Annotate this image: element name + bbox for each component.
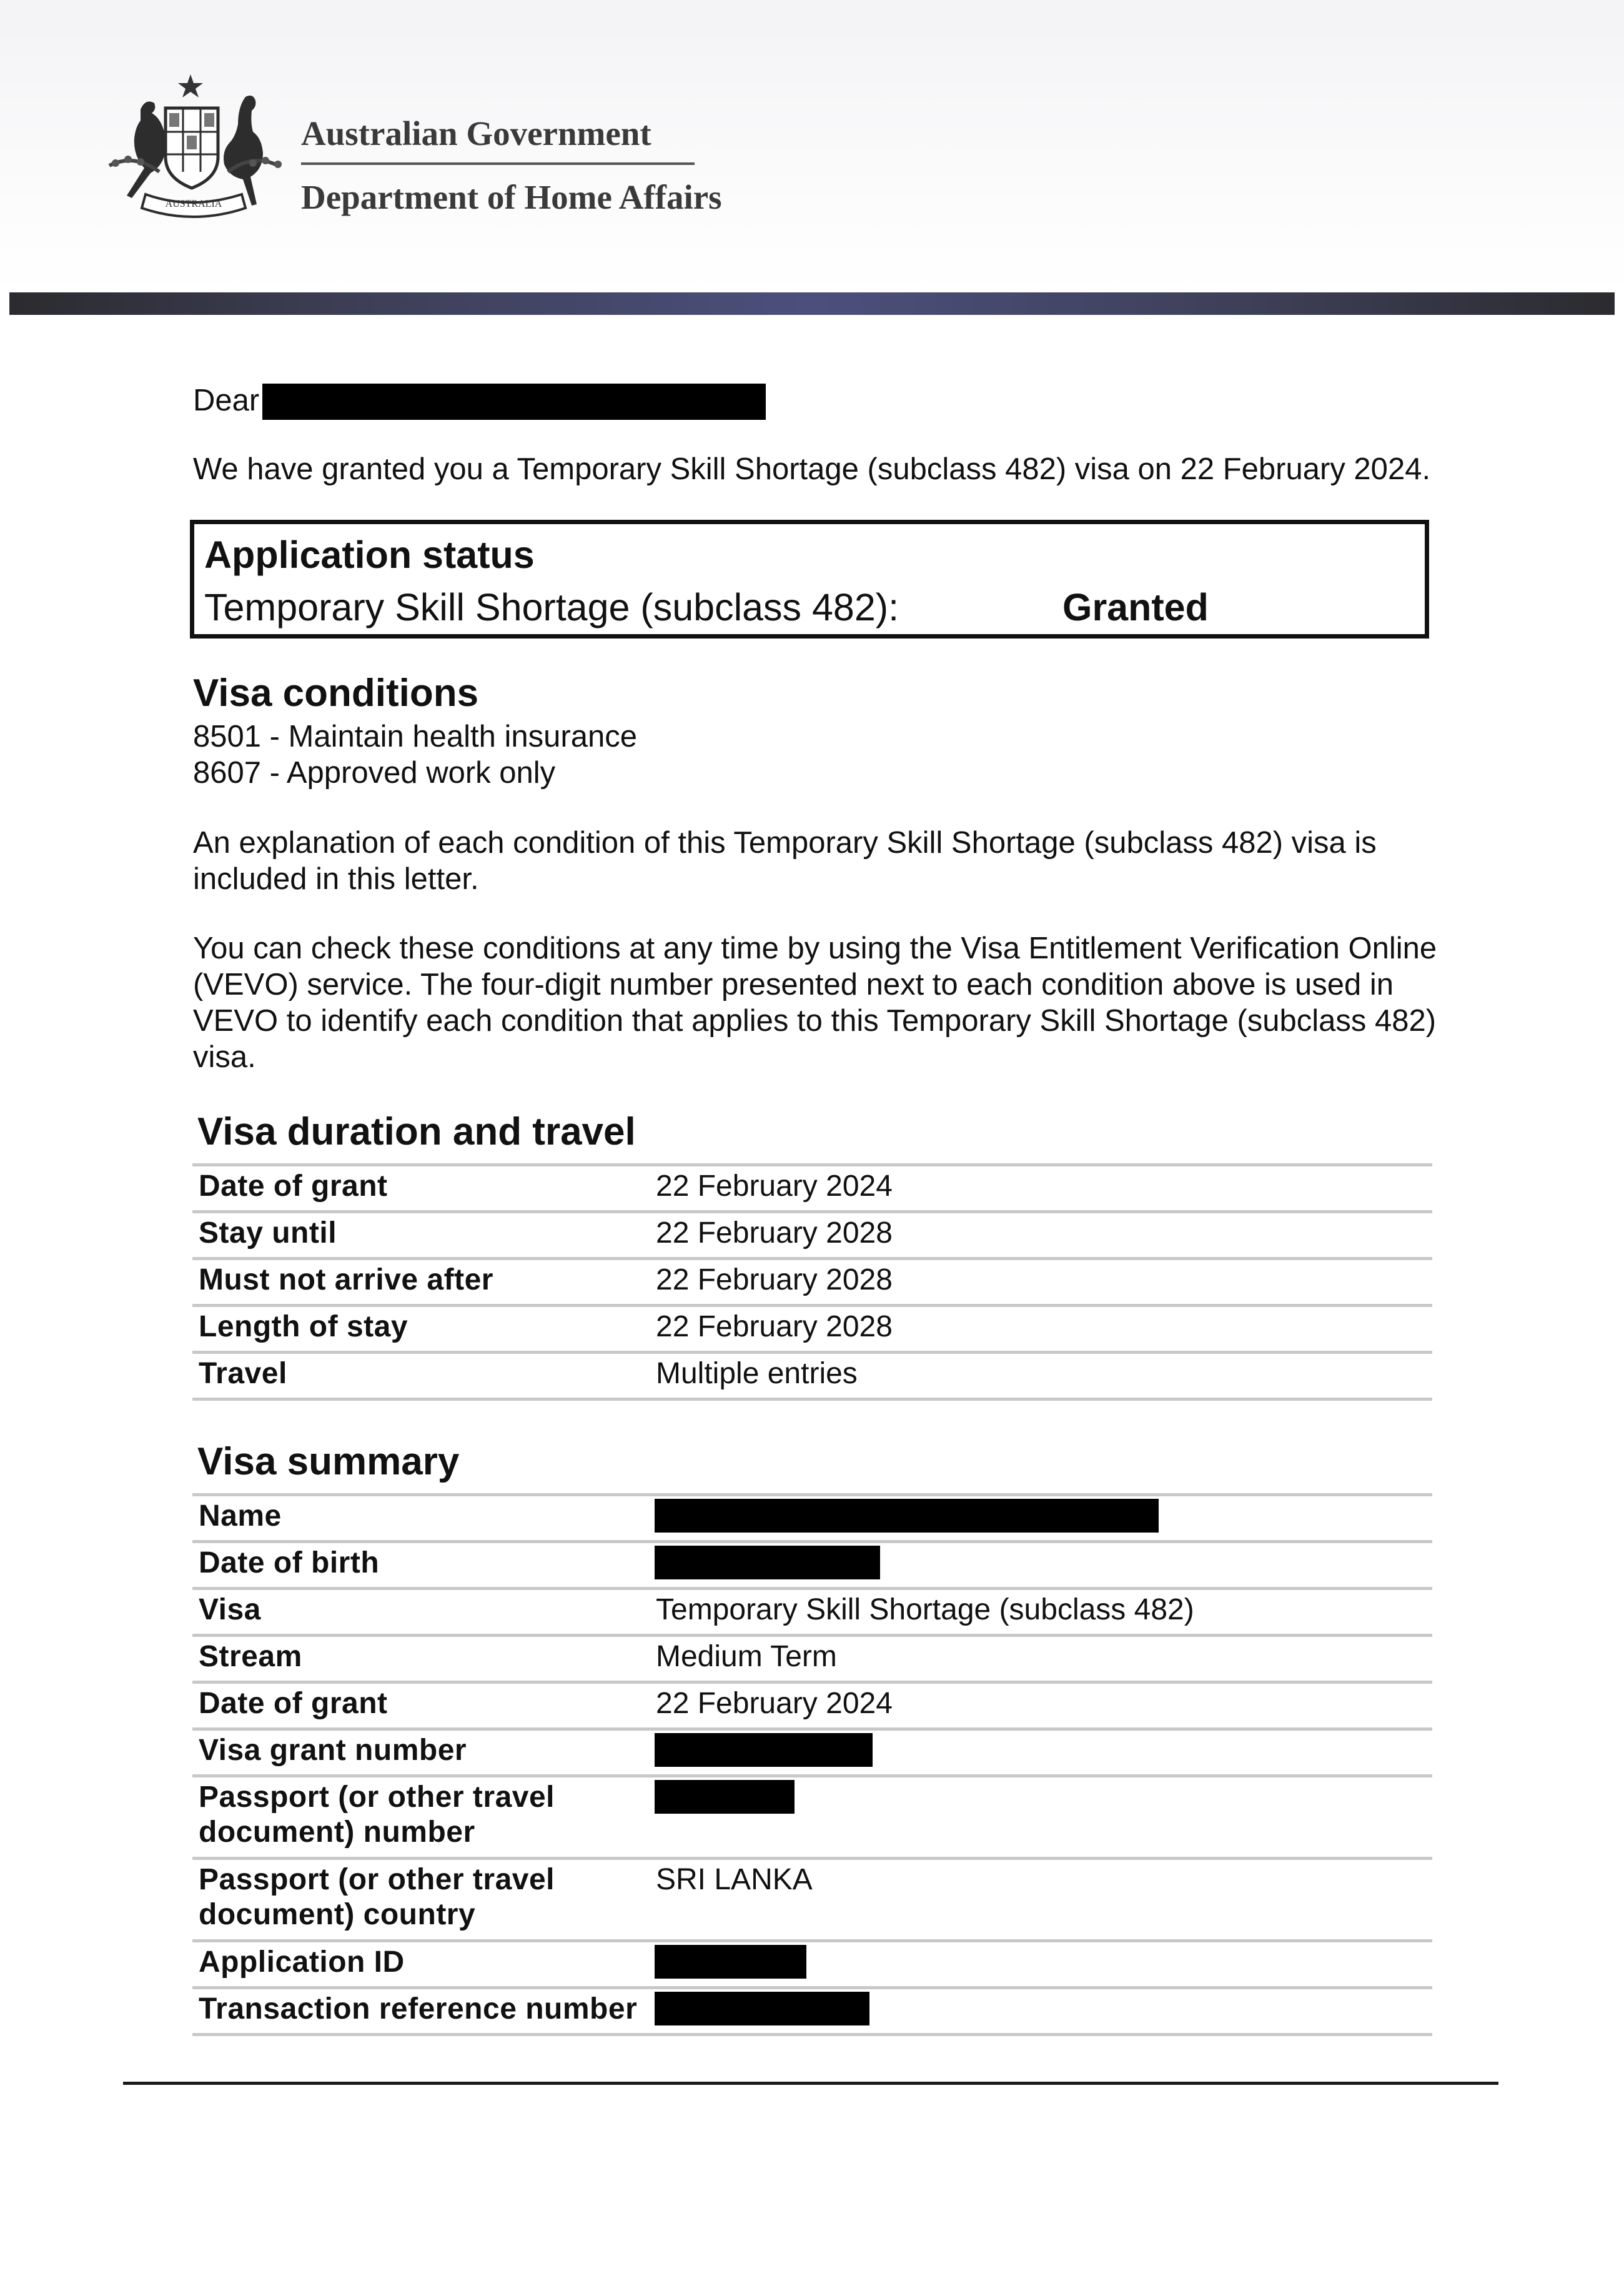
date-of-birth-redaction: [655, 1546, 880, 1579]
passport-number-redaction: [655, 1780, 795, 1814]
name-redaction: [655, 1499, 1159, 1533]
application-visa-label: Temporary Skill Shortage (subclass 482):: [204, 586, 899, 629]
table-row: [192, 1354, 1432, 1401]
row-label: Passport (or other travel document) number: [199, 1781, 555, 1849]
row-value: Temporary Skill Shortage (subclass 482): [656, 1593, 1194, 1626]
row-label: Application ID: [199, 1946, 405, 1979]
row-value: Medium Term: [656, 1640, 837, 1673]
table-row: [192, 1942, 1432, 1989]
condition-item: 8607 - Approved work only: [193, 756, 556, 790]
row-label: Date of birth: [199, 1546, 380, 1579]
grant-intro: We have granted you a Temporary Skill Shortage (subclass 482) visa on 22 February 2024.: [193, 452, 1431, 486]
visa-conditions-heading: Visa conditions: [193, 672, 479, 715]
row-value: 22 February 2028: [656, 1310, 893, 1343]
vevo-note: You can check these conditions at any time by using the Visa Entitlement Verification Online (VEVO) service. The four-digit number presented next to each condition above is used in VEVO to identify each condition that applies to this Temporary Skill Shortage (subclass 482) visa.: [193, 932, 1437, 1074]
visa-summary-heading: Visa summary: [197, 1440, 460, 1483]
row-label: Date of grant: [199, 1170, 388, 1203]
table-row: [192, 1166, 1432, 1213]
coat-of-arms-icon: [97, 72, 290, 222]
table-row: [192, 1543, 1432, 1590]
row-label: Must not arrive after: [199, 1263, 493, 1296]
row-label: Passport (or other travel document) country: [199, 1863, 555, 1931]
visa-summary-table: [192, 1493, 1432, 2036]
row-value: 22 February 2028: [656, 1216, 893, 1250]
row-label: Stream: [199, 1640, 302, 1673]
table-row: [192, 1213, 1432, 1260]
row-label: Travel: [199, 1357, 287, 1390]
application-status-box: [190, 520, 1429, 639]
department-name: Department of Home Affairs: [301, 178, 722, 216]
table-row: [192, 1777, 1432, 1860]
row-value: Multiple entries: [656, 1357, 858, 1390]
row-value: 22 February 2024: [656, 1687, 893, 1720]
letterhead-divider: [301, 162, 695, 165]
table-row: [192, 1590, 1432, 1637]
visa-duration-heading: Visa duration and travel: [197, 1110, 636, 1153]
transaction-reference-redaction: [655, 1992, 869, 2025]
table-row: [192, 1637, 1432, 1684]
visa-grant-number-redaction: [655, 1733, 873, 1767]
table-row: [192, 1260, 1432, 1307]
row-label: Visa: [199, 1593, 261, 1626]
conditions-explanation: An explanation of each condition of this Temporary Skill Shortage (subclass 482) visa is included in this letter.: [193, 826, 1377, 896]
row-label: Stay until: [199, 1216, 337, 1250]
salutation: Dear: [193, 384, 260, 417]
row-label: Transaction reference number: [199, 1992, 638, 2025]
application-status-title: Application status: [204, 534, 535, 576]
application-id-redaction: [655, 1945, 806, 1979]
table-row: [192, 1496, 1432, 1543]
table-row: [192, 1860, 1432, 1942]
svg-text:AUSTRALIA: AUSTRALIA: [165, 199, 222, 209]
footer-rule: [123, 2082, 1498, 2085]
row-value: SRI LANKA: [656, 1863, 813, 1896]
application-status-value: Granted: [1062, 586, 1209, 629]
government-name: Australian Government: [301, 114, 651, 152]
letterhead: [0, 0, 1624, 292]
row-value: 22 February 2024: [656, 1170, 893, 1203]
table-row: [192, 1684, 1432, 1731]
table-row: [192, 1307, 1432, 1354]
row-label: Visa grant number: [199, 1734, 467, 1767]
letterhead-band: [9, 292, 1615, 315]
row-label: Name: [199, 1499, 282, 1533]
condition-item: 8501 - Maintain health insurance: [193, 720, 637, 753]
row-value: 22 February 2028: [656, 1263, 893, 1296]
recipient-name-redaction: [262, 384, 766, 420]
row-label: Length of stay: [199, 1310, 408, 1343]
table-row: [192, 1989, 1432, 2036]
visa-duration-table: [192, 1163, 1432, 1401]
table-row: [192, 1731, 1432, 1777]
row-label: Date of grant: [199, 1687, 388, 1720]
